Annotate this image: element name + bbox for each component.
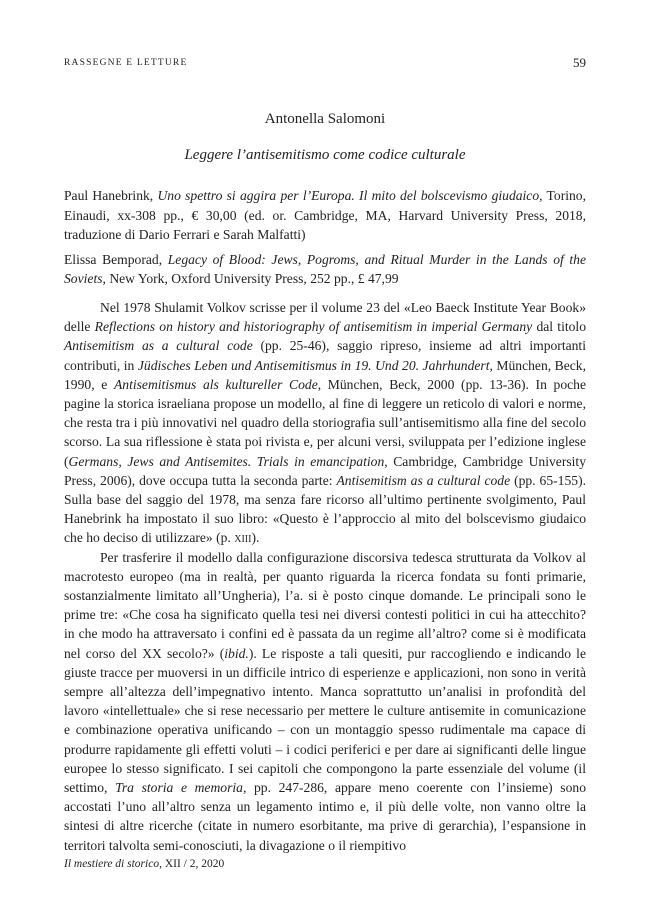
italic-title: Tra storia e memoria [115, 780, 243, 796]
text-run: dal titolo [532, 319, 586, 335]
italic-title: Jüdisches Leben und Antisemitismus in 19. Und 20. Jahrhundert [137, 357, 490, 373]
article-body [64, 298, 586, 855]
text-run: Nel 1978 Shulamit Volkov scrisse per il volume 23 del «Leo Baeck Institute Year Book» delle [64, 300, 586, 335]
italic-citation: ibid. [224, 645, 249, 661]
text-run: , München, Beck, 2000 (pp. 13-36). In poche pagine la storica israeliana propose un modello, al fine di leggere un reticolo di valori e norme, che resta tra i più innovativi nel quadro della storiografia sull’antisemitismo alla fine del secolo scorso. La sua riflessione è stata poi rivista e, per alcuni versi, sviluppata per l’edizione inglese ( [64, 376, 587, 469]
body-paragraph [64, 298, 586, 548]
text-run: ). [251, 530, 260, 546]
italic-title: Germans, Jews and Antisemites. Trials in emancipation [68, 453, 385, 469]
text-run: (pp. 25-46), saggio ripreso, insieme ad altri importanti contributi, in [64, 338, 586, 373]
book-reference [64, 250, 586, 289]
text-run: ). Le risposte a tali quesiti, pur raccogliendo e indicando le giuste tracce per muoversi in un difficile intrico di esperienze e applicazioni, non sono in verità sempre all’altezza dell’impegnativo intento. Manca soprattutto un’analisi in profondità del lavoro «intellettuale» che si rese necessario per mettere le culture antisemite in comunicazione e combinazione operativa unificando – con un montaggio spesso rudimentale ma capace di produrre rapidamente gli effetti voluti – i codici periferici e per dare ai significanti delle lingue europee lo stesso significato. I sei capitoli che compongono la parte essenziale del volume (il settimo, [64, 645, 586, 796]
page-number: 59 [573, 55, 586, 70]
text-run: , München, Beck, 1990, e [64, 357, 587, 392]
italic-title: Antisemitism as a cultural code [336, 472, 511, 488]
text-run: , Cambridge, Cambridge University Press, 2006), dove occupa tutta la seconda parte: [64, 453, 586, 488]
italic-title: Reflections on history and historiography of antisemitism in imperial Germany [94, 319, 533, 335]
article-title: Leggere l’antisemitismo come codice culturale [184, 147, 466, 163]
journal-footer [64, 858, 586, 870]
book-details: , Torino, Einaudi, xx-308 pp., € 30,00 (ed. or. Cambridge, MA, Harvard University Press, 2018, traduzione di Dario Ferrari e Sarah Malfatti) [64, 188, 586, 242]
running-head: RASSEGNE E LETTURE [64, 58, 188, 68]
book-author: Elissa Bemporad, [64, 251, 168, 267]
text-run: , pp. 247-286, appare meno coerente con l’insieme) sono accostati l’uno all’altro senza un legamento intimo e, il più delle volte, non vanno oltre la sintesi di altre ricerche (citate in numero esorbitante, ma prive di gerarchia), l’espansione in territori talvolta semi-conosciuti, la divagazione o il riempitivo [64, 780, 586, 853]
book-details: , New York, Oxford University Press, 252 pp., £ 47,99 [102, 271, 399, 286]
text-run: Per trasferire il modello dalla configurazione discorsiva tedesca strutturata da Volkov al macrotesto europeo (ma in realtà, per quanto riguarda la ricerca fondata su fonti primarie, sostanzialmente limitato all’Ungheria), l’a. si è posto cinque domande. Le principali sono le prime tre: «Che cosa ha significato quella tesi nei diversi contesti politici in cui ha attecchito? in che modo ha attraversato i confini ed è passata da un regime all’altro? come si è modificata nel corso del XX secolo?» ( [64, 549, 586, 661]
book-title: Legacy of Blood: Jews, Pogroms, and Ritual Murder in the Lands of the Soviets [64, 251, 586, 286]
journal-issue: , XII / 2, 2020 [159, 858, 225, 870]
italic-title: Antisemitismus als kultureller Code [113, 376, 318, 392]
text-run: (pp. 65-155). Sulla base del saggio del 1978, ma senza fare ricorso all’ultimo pertinente svolgimento, Paul Hanebrink ha impostato il suo libro: «Questo è l’approccio al mito del bolscevismo giudaico che ho deciso di utilizzare» (p. [64, 472, 586, 546]
reviewed-books [64, 186, 586, 294]
italic-title: Antisemitism as a cultural code [64, 338, 253, 354]
book-title: Uno spettro si aggira per l’Europa. Il mito del bolscevismo giudaico [157, 188, 540, 203]
book-author: Paul Hanebrink, [64, 188, 158, 203]
body-paragraph [64, 548, 586, 855]
roman-numeral: xiii [234, 530, 252, 546]
article-author: Antonella Salomoni [264, 111, 386, 127]
journal-name: Il mestiere di storico [64, 858, 160, 870]
book-reference [64, 186, 586, 245]
